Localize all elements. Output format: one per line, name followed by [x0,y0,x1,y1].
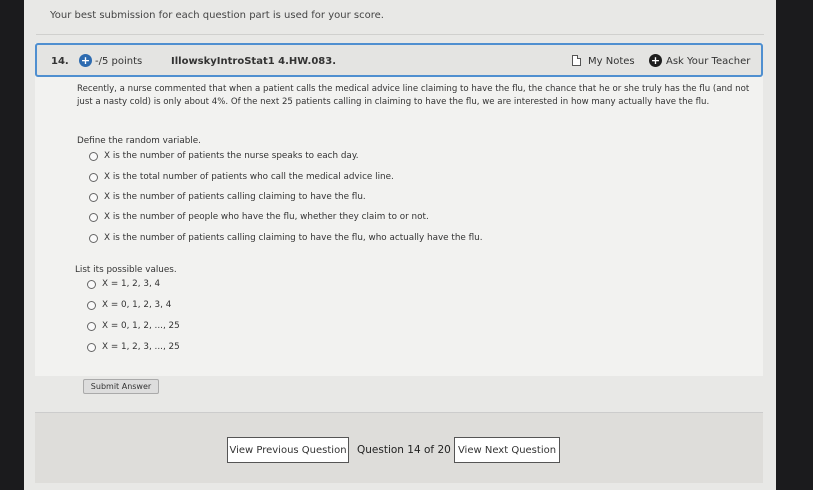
radio-button[interactable] [89,213,98,222]
radio-button[interactable] [87,301,96,310]
ask-teacher-link[interactable]: Ask Your Teacher [666,56,751,67]
radio-button[interactable] [89,193,98,202]
part2-label: List its possible values. [75,265,177,275]
submit-answer-button[interactable]: Submit Answer [83,379,159,394]
question-card [35,43,763,391]
radio-button[interactable] [89,173,98,182]
part1-option-5[interactable]: X is the number of patients calling claiming to have the flu, who actually have the flu. [89,231,483,245]
question-code: IllowskyIntroStat1 4.HW.083. [171,56,336,67]
question-prompt: Recently, a nurse commented that when a patient calls the medical advice line claiming to have the flu, the chance that he or she truly has the flu (and not just a nasty cold) is only about 4%. Of the next 25 patients calling in claiming to have the flu, we are interested in how many actually have the flu. [77,84,750,107]
part2-option-4[interactable]: X = 1, 2, 3, ..., 25 [87,340,180,354]
notes-icon[interactable] [572,55,581,66]
part2-option-3[interactable]: X = 0, 1, 2, ..., 25 [87,319,180,333]
radio-button[interactable] [87,280,96,289]
next-question-button[interactable]: View Next Question [454,437,560,463]
submission-note: Your best submission for each question part is used for your score. [50,10,384,21]
radio-button[interactable] [89,234,98,243]
question-position: Question 14 of 20 [357,444,451,456]
divider [36,34,764,35]
assignment-sheet [24,0,776,490]
part2-option-1[interactable]: X = 1, 2, 3, 4 [87,277,160,291]
question-navigation [35,412,763,483]
question-points: -/5 points [95,56,143,67]
part1-option-1[interactable]: X is the number of patients the nurse speaks to each day. [89,149,359,163]
radio-button[interactable] [87,322,96,331]
radio-button[interactable] [89,152,98,161]
part1-option-4[interactable]: X is the number of people who have the flu, whether they claim to or not. [89,210,429,224]
my-notes-link[interactable]: My Notes [588,56,635,67]
part1-option-3[interactable]: X is the number of patients calling claiming to have the flu. [89,190,366,204]
expand-plus-icon[interactable]: + [80,54,91,67]
radio-button[interactable] [87,343,96,352]
part2-option-2[interactable]: X = 0, 1, 2, 3, 4 [87,298,171,312]
part1-label: Define the random variable. [77,136,201,146]
ask-teacher-plus-icon[interactable]: + [650,54,661,67]
part1-option-2[interactable]: X is the total number of patients who call the medical advice line. [89,170,394,184]
question-header [35,43,763,77]
question-number: 14. [51,56,69,67]
previous-question-button[interactable]: View Previous Question [227,437,349,463]
